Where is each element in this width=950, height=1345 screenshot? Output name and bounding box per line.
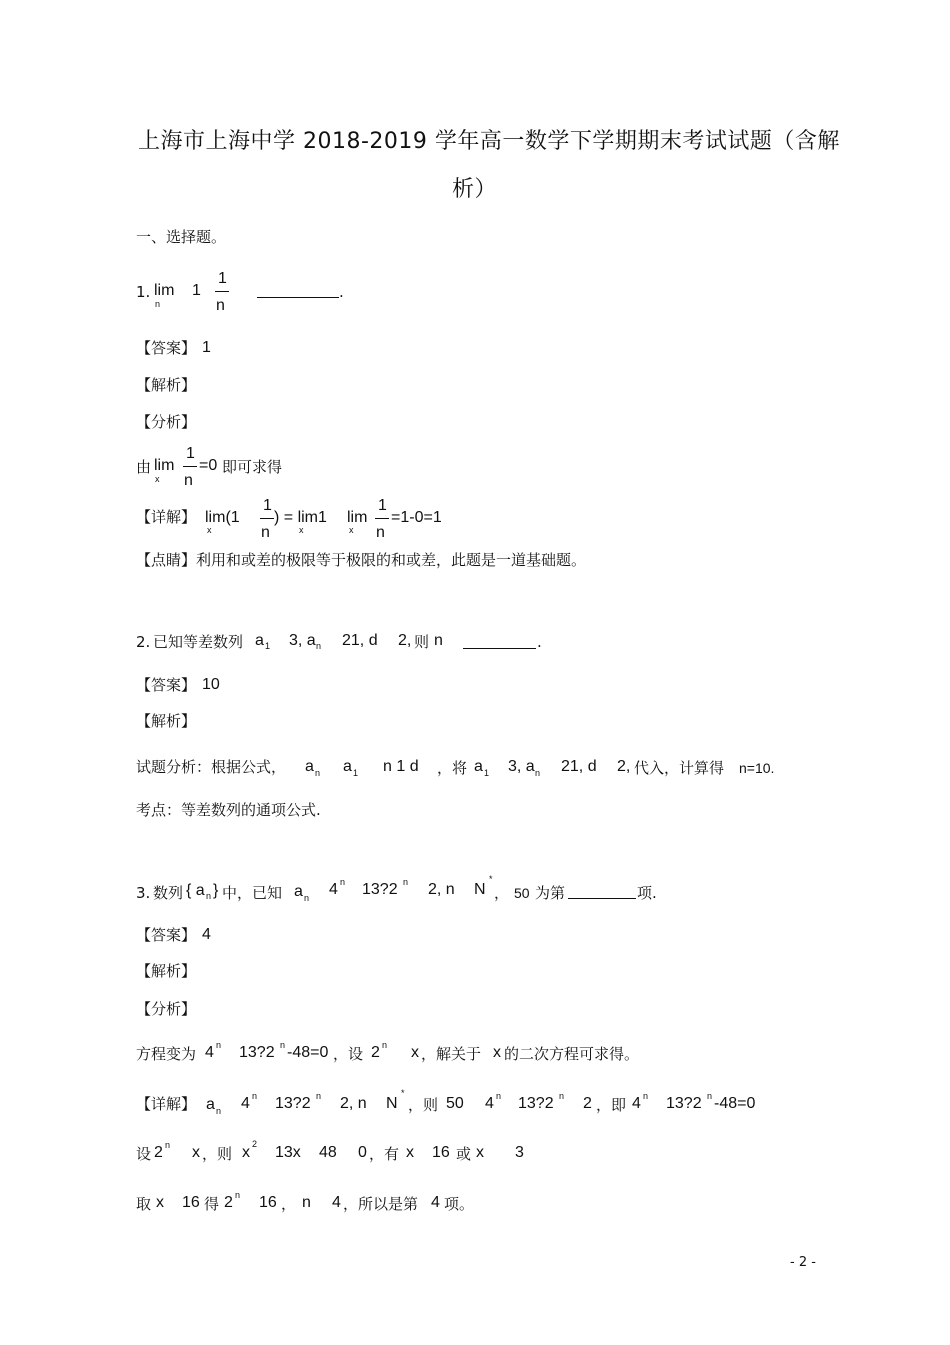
q3-analysis-x2: x: [493, 1044, 501, 1061]
q3-thirteen-sup: n: [403, 877, 409, 887]
q3-line2-or: 或: [456, 1145, 472, 1163]
q2-jiexi-label: 【解析】: [136, 712, 197, 730]
q3-four: 4: [329, 881, 338, 898]
q3-four-sup: n: [340, 877, 346, 887]
q2-formula-a: a: [474, 758, 483, 775]
q1-one: 1: [192, 282, 201, 299]
q3-detail-2n: 2, n: [340, 1095, 367, 1112]
q3-detail-an: a: [206, 1096, 215, 1113]
q1-fraction-bar: [215, 291, 229, 292]
q3-analysis-13: 13?2: [239, 1044, 275, 1061]
q1-answer-label: 【答案】: [136, 339, 197, 357]
q3-N-sup: *: [489, 874, 493, 884]
q3-analysis-end: 的二次方程可求得。: [504, 1045, 640, 1063]
q3-thirteen: 13?2: [362, 881, 398, 898]
q3-line3-xiang: 项。: [444, 1195, 475, 1213]
q3-number: 3.: [136, 884, 151, 902]
q3-detail-ji: ，即: [596, 1096, 627, 1114]
q3-analysis-2-sup: n: [382, 1040, 388, 1050]
q2-analysis-prefix: 试题分析：根据公式，: [136, 758, 287, 776]
q3-detail-13b: 13?2: [518, 1095, 554, 1112]
q2-number: 2.: [136, 633, 151, 651]
q2-val3: 2,: [398, 632, 412, 649]
q2-formula-mid: ，将: [437, 759, 468, 777]
q1-detail-fraction2-bar: [375, 518, 389, 519]
q3-analysis-set: ，设: [333, 1045, 364, 1063]
page-number: - 2 -: [790, 1255, 816, 1270]
q3-answer-value: 4: [202, 926, 211, 943]
q3-fifty: 50: [514, 885, 530, 901]
q3-analysis-mid: ，解关于: [421, 1045, 482, 1063]
q1-answer-blank: [257, 297, 339, 298]
q1-detail-lim3: lim: [347, 509, 368, 526]
q3-detail-4: 4: [241, 1095, 250, 1112]
q3-detail-4c: 4: [632, 1095, 641, 1112]
q1-analysis-eq: =0: [199, 457, 218, 474]
q1-detail-frac2-num: 1: [378, 497, 387, 514]
q3-answer-blank: [568, 898, 636, 899]
q3-detail-then: ，则: [408, 1096, 439, 1114]
q3-wei: 为第: [535, 884, 566, 902]
q3-stem: 数列: [153, 884, 184, 902]
q1-analysis-frac-den: n: [184, 472, 193, 489]
q3-line2-x2: x: [242, 1144, 250, 1161]
q2-dot: .: [537, 633, 542, 651]
q3-line2-2-sup: n: [165, 1140, 171, 1150]
q3-stem2: 中，已知: [222, 884, 283, 902]
q3-line3-2: 2: [224, 1194, 233, 1211]
q1-analysis-fraction-bar: [183, 466, 197, 467]
doc-title-line1: 上海市上海中学 2018-2019 学年高一数学下学期期末考试试题（含解: [138, 129, 840, 154]
q3-line2-you: ，有: [369, 1145, 400, 1163]
q1-lim-sub: n: [155, 299, 161, 309]
q1-detail-fraction-bar: [260, 518, 274, 519]
q1-detail-lim1: lim(1: [205, 509, 240, 526]
q2-formula-sub: 代入，计算得: [634, 759, 725, 777]
q3-line2-set: 设: [136, 1145, 152, 1163]
q1-analysis-prefix: 由: [136, 458, 152, 476]
q1-jiexi-label: 【解析】: [136, 376, 197, 394]
q3-seq-sub: n: [206, 891, 212, 901]
q3-line2-48: 48: [319, 1144, 337, 1161]
q3-detail-N-sup: *: [401, 1088, 405, 1098]
q3-analysis-4-sup: n: [216, 1040, 222, 1050]
q3-analysis-2: 2: [371, 1044, 380, 1061]
q1-detail-label: 【详解】: [136, 508, 197, 526]
q3-detail-13-sup: n: [316, 1091, 322, 1101]
q3-detail-N: N: [386, 1095, 398, 1112]
q3-line3-4b: 4: [431, 1194, 440, 1211]
q1-analysis-lim: lim: [154, 457, 175, 474]
q3-line2-x3: x: [476, 1144, 484, 1161]
q2-formula-v3: 2,: [617, 758, 631, 775]
q3-line2-3: 3: [515, 1144, 524, 1161]
q1-answer-value: 1: [202, 339, 211, 356]
q1-fenxi-label: 【分析】: [136, 413, 197, 431]
q3-detail-13: 13?2: [275, 1095, 311, 1112]
q3-detail-4c-sup: n: [643, 1091, 649, 1101]
q2-formula-a1-sub: 1: [353, 768, 359, 778]
q1-comment-text: 利用和或差的极限等于极限的和或差，此题是一道基础题。: [196, 551, 587, 569]
q3-analysis-x: x: [411, 1044, 419, 1061]
q3-line3-2-sup: n: [235, 1190, 241, 1200]
q3-seq-close: }: [213, 882, 219, 899]
q2-a1: a: [255, 632, 264, 649]
q2-a1-sub: 1: [265, 641, 271, 651]
q3-detail-an-sub: n: [216, 1106, 222, 1116]
q3-line2-2: 2: [154, 1144, 163, 1161]
q3-line3-16b: 16: [259, 1194, 277, 1211]
q3-detail-50: 50: [446, 1095, 464, 1112]
q3-detail-4-sup: n: [252, 1091, 258, 1101]
q3-line2-x: x: [192, 1144, 200, 1161]
q2-formula-an: a: [305, 758, 314, 775]
q3-line3-4: 4: [332, 1194, 341, 1211]
q3-detail-4b: 4: [485, 1095, 494, 1112]
q1-dot: .: [339, 283, 344, 301]
q2-answer-label: 【答案】: [136, 676, 197, 694]
q3-line2-x16: x: [406, 1144, 414, 1161]
q1-frac-den: n: [216, 297, 225, 314]
q3-line2-0: 0: [358, 1144, 367, 1161]
q3-detail-13b-sup: n: [559, 1091, 565, 1101]
q1-analysis-frac-num: 1: [186, 445, 195, 462]
q3-answer-label: 【答案】: [136, 926, 197, 944]
q3-analysis-13-sup: n: [280, 1040, 286, 1050]
q3-line3-comma: ，: [281, 1195, 297, 1213]
q2-formula-result: n=10.: [739, 760, 775, 776]
q3-detail-2: 2: [583, 1095, 592, 1112]
q2-n: n: [434, 632, 443, 649]
q1-detail-lim3-sub: x: [349, 525, 354, 535]
q1-detail-mid: ) = lim1: [274, 509, 327, 526]
q1-comment-label: 【点睛】: [136, 551, 197, 569]
q2-formula-a1: a: [343, 758, 352, 775]
q3-N: N: [474, 881, 486, 898]
q3-seq: { a: [186, 882, 205, 899]
q3-line3-n: n: [302, 1194, 311, 1211]
q1-analysis-suffix: 即可求得: [222, 458, 283, 476]
q3-analysis-eq: -48=0: [287, 1044, 329, 1061]
q1-number: 1.: [136, 283, 151, 301]
q2-formula-rest: n 1 d: [383, 758, 419, 775]
q1-detail-frac-den: n: [261, 524, 270, 541]
q3-detail-13c: 13?2: [666, 1095, 702, 1112]
q2-answer-blank: [463, 648, 536, 649]
q3-detail-4b-sup: n: [496, 1091, 502, 1101]
q3-detail-13c-sup: n: [707, 1091, 713, 1101]
q3-xiang: 项.: [637, 884, 657, 902]
q3-line3-de: 得: [204, 1195, 220, 1213]
q2-formula-an-sub: n: [315, 768, 321, 778]
q3-line2-x2-sup: 2: [252, 1139, 258, 1149]
q3-fenxi-label: 【分析】: [136, 1000, 197, 1018]
q3-line3-x: x: [156, 1194, 164, 1211]
q3-line2-16: 16: [432, 1144, 450, 1161]
q1-lim: lim: [154, 282, 175, 299]
q1-detail-frac-num: 1: [263, 497, 272, 514]
q3-detail-label: 【详解】: [136, 1095, 197, 1113]
q2-val1: 3, a: [289, 632, 316, 649]
q3-analysis-text: 方程变为: [136, 1045, 197, 1063]
q3-line3-16: 16: [182, 1194, 200, 1211]
q3-line2-then: ，则: [202, 1145, 233, 1163]
q3-detail-eq: -48=0: [714, 1095, 756, 1112]
q2-formula-a-sub: 1: [484, 768, 490, 778]
q2-stem: 已知等差数列: [153, 633, 244, 651]
q1-detail-frac2-den: n: [376, 524, 385, 541]
q2-formula-v1-sub: n: [535, 768, 541, 778]
q2-an-sub: n: [316, 641, 322, 651]
q3-an: a: [294, 883, 303, 900]
q2-val2: 21, d: [342, 632, 378, 649]
q3-jiexi-label: 【解析】: [136, 962, 197, 980]
q1-detail-result: =1-0=1: [391, 509, 442, 526]
q3-line3-qu: 取: [136, 1195, 152, 1213]
q3-comma: ，: [494, 884, 510, 902]
q2-formula-v1: 3, a: [508, 758, 535, 775]
doc-title-line2: 析）: [452, 177, 498, 202]
q3-two-n: 2, n: [428, 881, 455, 898]
q1-frac-num: 1: [218, 270, 227, 287]
q3-line3-end: ，所以是第: [343, 1195, 419, 1213]
q1-detail-lim1-sub: x: [207, 525, 212, 535]
q1-analysis-lim-sub: x: [155, 474, 160, 484]
section-heading: 一、选择题。: [136, 228, 227, 246]
q3-analysis-4: 4: [205, 1044, 214, 1061]
q2-answer-value: 10: [202, 676, 220, 693]
q3-line2-13x: 13x: [275, 1144, 301, 1161]
q3-an-sub: n: [304, 893, 310, 903]
q2-formula-v2: 21, d: [561, 758, 597, 775]
q1-detail-lim2-sub: x: [299, 525, 304, 535]
q2-then: 则: [414, 633, 430, 651]
q2-kaodian: 考点：等差数列的通项公式.: [136, 801, 321, 819]
